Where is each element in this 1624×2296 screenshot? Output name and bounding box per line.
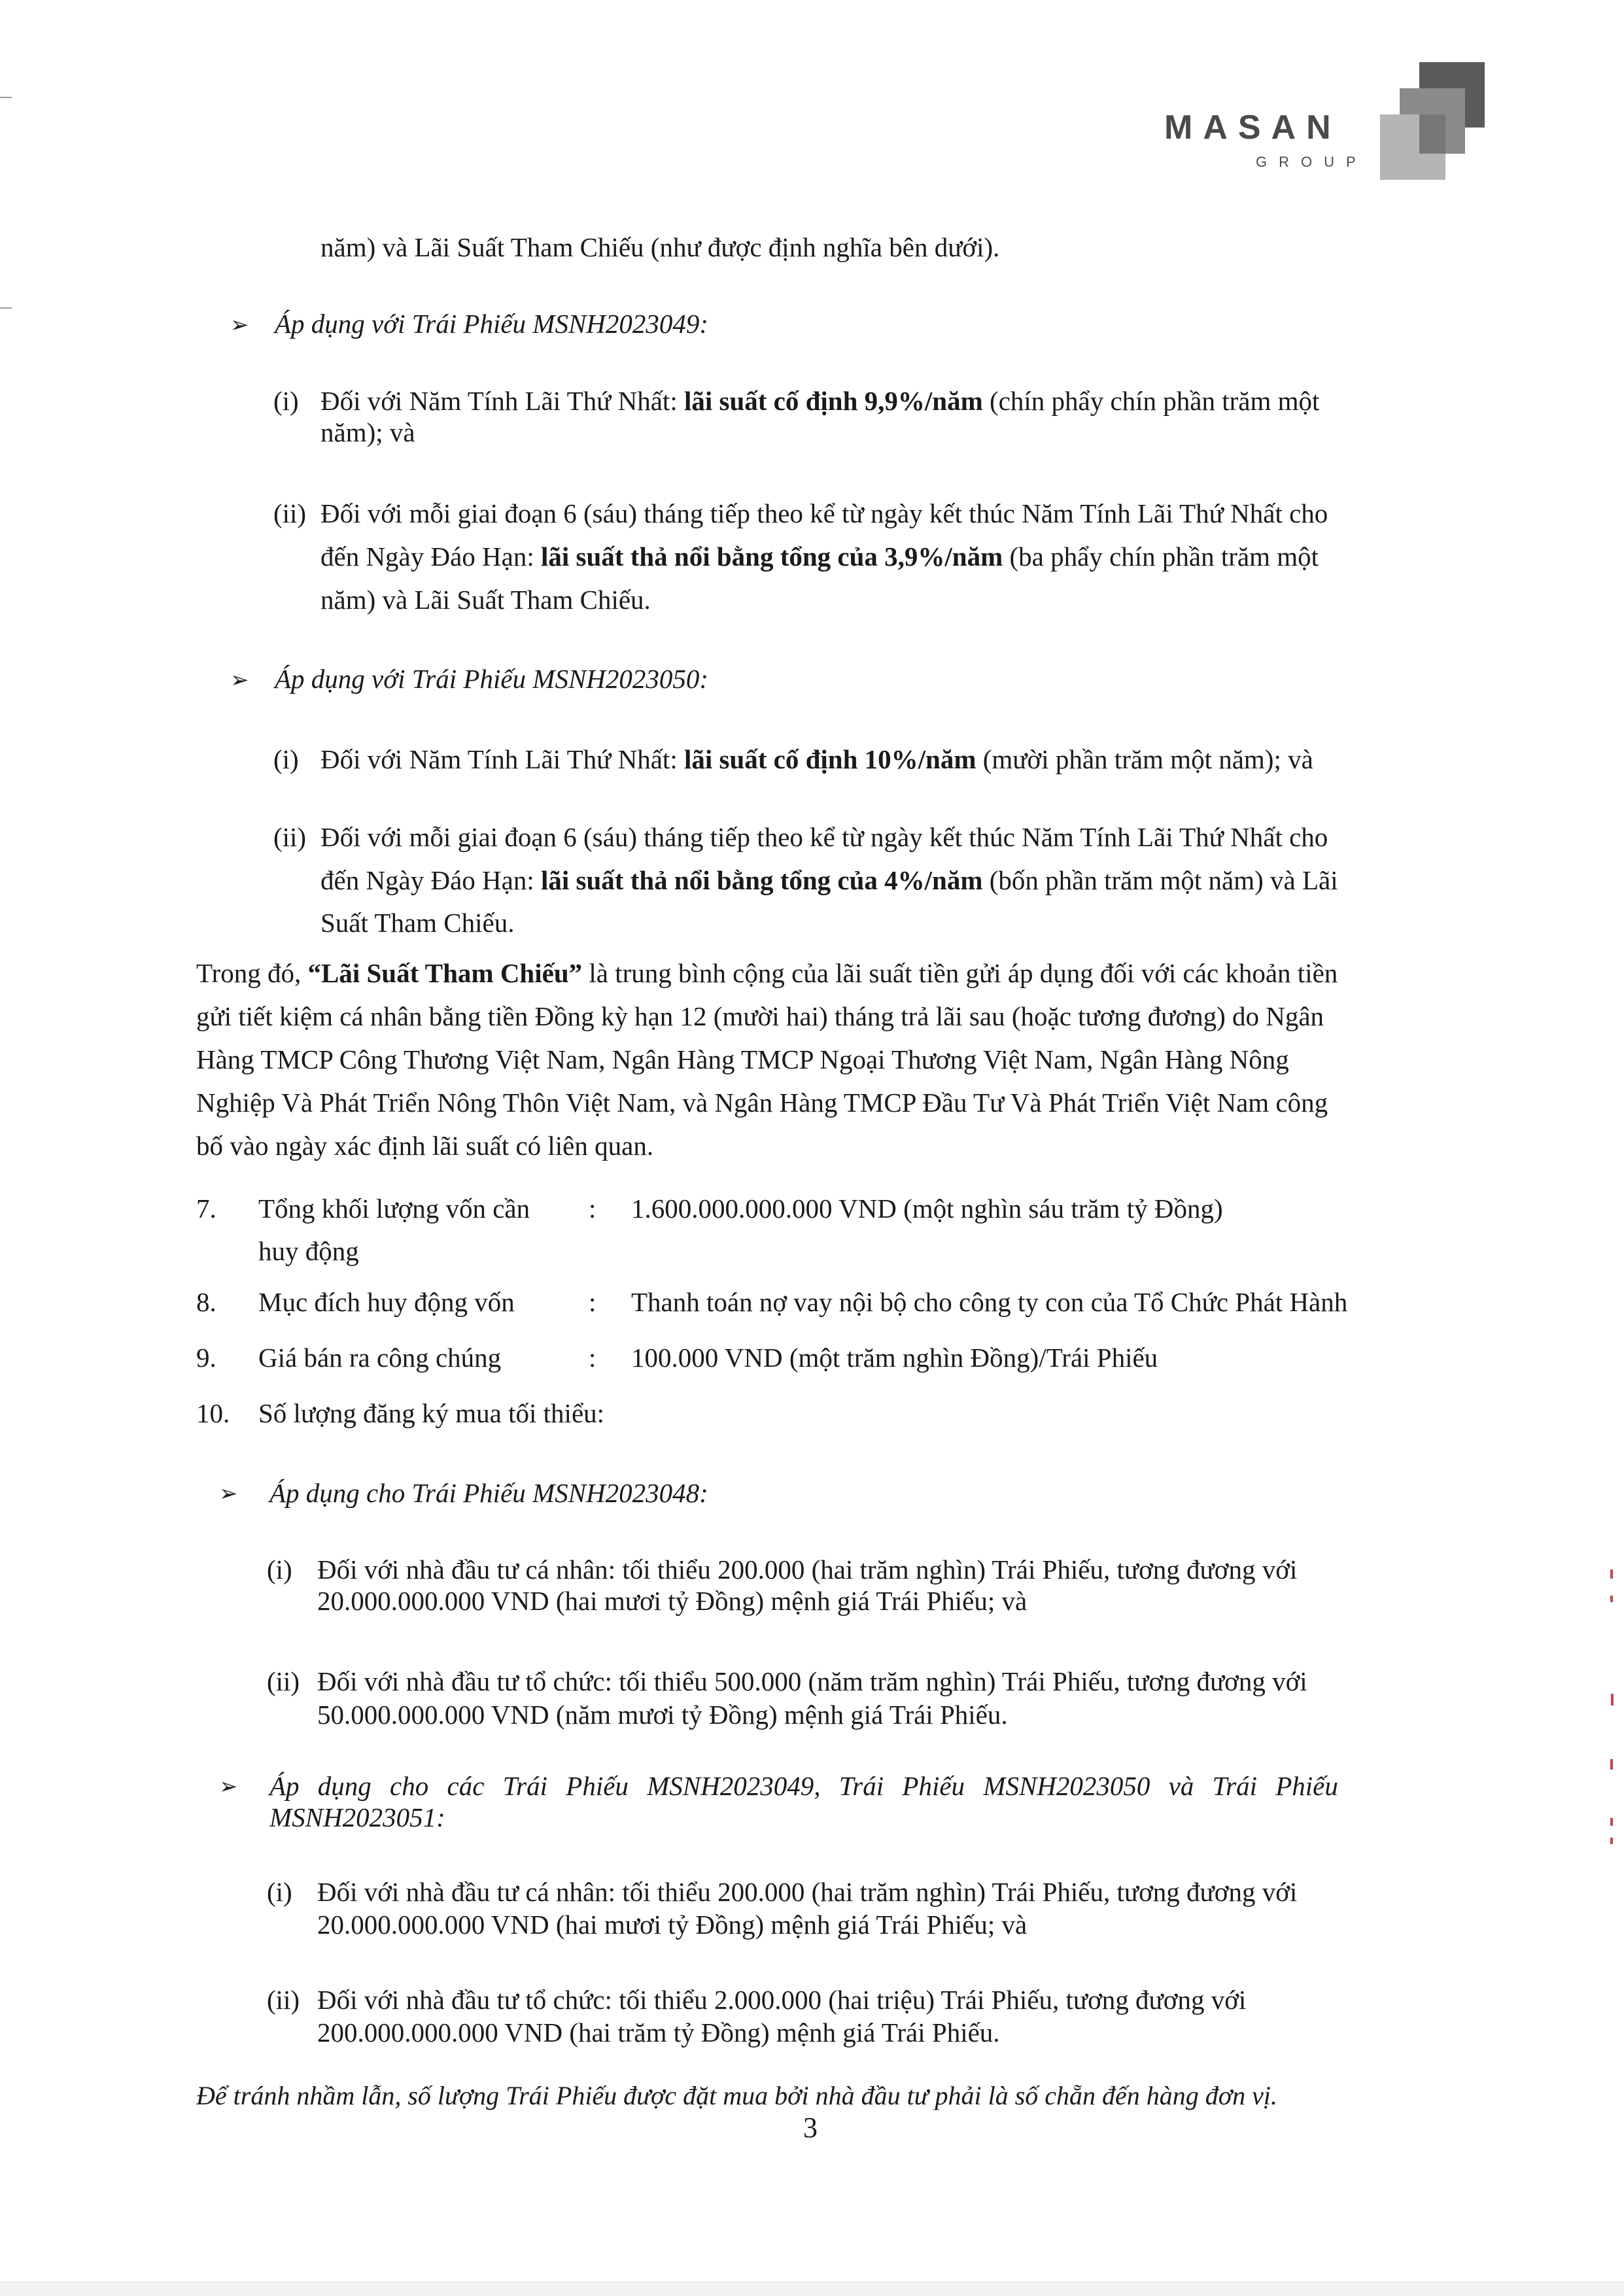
min-others-heading-line2: MSNH2023051: [269,1802,445,1832]
definition-line5: bố vào ngày xác định lãi suất có liên quan. [196,1131,654,1161]
bond-049-item1-num: (i) [273,386,299,416]
bond-050-item2-num: (ii) [273,822,307,852]
scan-speck [1610,1818,1613,1826]
bond-049-item2-line1: Đối với mỗi giai đoạn 6 (sáu) tháng tiếp theo kể từ ngày kết thúc Năm Tính Lãi Thứ Nhất cho [320,498,1328,528]
item-10-label: Số lượng đăng ký mua tối thiểu: [258,1398,605,1428]
min-048-item2-line1: Đối với nhà đầu tư tổ chức: tối thiểu 500.000 (năm trăm nghìn) Trái Phiếu, tương đương với [317,1666,1307,1696]
scan-speck [1610,1759,1613,1770]
scan-mark [0,97,12,98]
bond-050-item2-line2: đến Ngày Đáo Hạn: lãi suất thả nổi bằng tổng của 4%/năm (bốn phần trăm một năm) và Lãi [320,865,1338,895]
item-9-value: 100.000 VND (một trăm nghìn Đồng)/Trái Phiếu [631,1343,1158,1373]
bond-050-item1-line1: Đối với Năm Tính Lãi Thứ Nhất: lãi suất cố định 10%/năm (mười phần trăm một năm); và [320,744,1313,774]
bond-050-item2-line1: Đối với mỗi giai đoạn 6 (sáu) tháng tiếp theo kể từ ngày kết thúc Năm Tính Lãi Thứ Nhất cho [320,822,1328,852]
item-7-num: 7. [196,1193,216,1224]
definition-line1: Trong đó, “Lãi Suất Tham Chiếu” là trung bình cộng của lãi suất tiền gửi áp dụng đối với các khoản tiền [196,958,1338,988]
item-7-label2: huy động [258,1236,359,1266]
item-8-value: Thanh toán nợ vay nội bộ cho công ty con của Tổ Chức Phát Hành [631,1287,1348,1317]
bond-050-item2-line3: Suất Tham Chiếu. [320,908,515,938]
item-7-colon: : [589,1193,596,1224]
scan-mark [0,307,12,309]
min-others-item2-line2: 200.000.000.000 VND (hai trăm tỷ Đồng) mệnh giá Trái Phiếu. [317,2017,1000,2048]
bond-050-heading: Áp dụng với Trái Phiếu MSNH2023050: [275,664,709,694]
min-others-item2-num: (ii) [267,1985,300,2015]
item-9-num: 9. [196,1343,216,1373]
item-8-num: 8. [196,1287,216,1317]
arrow-bullet-icon: ➢ [230,313,249,337]
bond-049-heading: Áp dụng với Trái Phiếu MSNH2023049: [275,309,709,339]
note: Để tránh nhầm lẫn, số lượng Trái Phiếu được đặt mua bởi nhà đầu tư phải là số chẵn đến hàng đơn vị. [196,2081,1278,2110]
bond-049-item2-line3: năm) và Lãi Suất Tham Chiếu. [320,585,651,615]
arrow-bullet-icon: ➢ [230,668,249,693]
masan-logo [1164,62,1491,186]
intro-tail: năm) và Lãi Suất Tham Chiếu (như được định nghĩa bên dưới). [320,232,1000,262]
scan-speck [1610,1596,1613,1602]
min-048-item1-line1: Đối với nhà đầu tư cá nhân: tối thiểu 200.000 (hai trăm nghìn) Trái Phiếu, tương đương với [317,1554,1298,1585]
definition-line2: gửi tiết kiệm cá nhân bằng tiền Đồng kỳ hạn 12 (mười hai) tháng trả lãi sau (hoặc tương đương) do Ngân [196,1001,1324,1031]
scan-speck [1610,1838,1613,1844]
arrow-bullet-icon: ➢ [219,1482,238,1506]
min-048-item2-line2: 50.000.000.000 VND (năm mươi tỷ Đồng) mệnh giá Trái Phiếu. [317,1700,1008,1730]
definition-line3: Hàng TMCP Công Thương Việt Nam, Ngân Hàng TMCP Ngoại Thương Việt Nam, Ngân Hàng Nông [196,1044,1289,1074]
item-8-colon: : [589,1287,596,1317]
bond-050-item1-num: (i) [273,744,299,774]
bond-049-item1-line1: Đối với Năm Tính Lãi Thứ Nhất: lãi suất cố định 9,9%/năm (chín phẩy chín phần trăm một [320,386,1320,416]
min-others-item1-line2: 20.000.000.000 VND (hai mươi tỷ Đồng) mệnh giá Trái Phiếu; và [317,1910,1028,1940]
scan-speck [1611,1694,1614,1705]
min-others-item1-num: (i) [267,1877,292,1907]
logo-name: MASAN [1164,109,1341,146]
item-7-label: Tổng khối lượng vốn cần [258,1193,530,1224]
min-048-heading: Áp dụng cho Trái Phiếu MSNH2023048: [269,1478,708,1508]
arrow-bullet-icon: ➢ [219,1775,238,1799]
min-048-item1-line2: 20.000.000.000 VND (hai mươi tỷ Đồng) mệnh giá Trái Phiếu; và [317,1586,1028,1616]
page-number: 3 [803,2112,818,2144]
min-others-heading-line1: Áp dụng cho các Trái Phiếu MSNH2023049, Trái Phiếu MSNH2023050 và Trái Phiếu [269,1771,1338,1801]
logo-sub: GROUP [1256,154,1368,170]
logo-mark-icon [1380,62,1485,180]
item-8-label: Mục đích huy động vốn [258,1287,515,1317]
item-9-label: Giá bán ra công chúng [258,1343,502,1373]
min-048-item2-num: (ii) [267,1666,300,1696]
scan-bottom-strip [0,2281,1624,2296]
item-10-num: 10. [196,1398,230,1428]
item-7-value: 1.600.000.000.000 VND (một nghìn sáu trăm tỷ Đồng) [631,1193,1223,1224]
definition-line4: Nghiệp Và Phát Triển Nông Thôn Việt Nam, và Ngân Hàng TMCP Đầu Tư Và Phát Triển Việt Nam công [196,1088,1328,1118]
min-others-item2-line1: Đối với nhà đầu tư tổ chức: tối thiểu 2.000.000 (hai triệu) Trái Phiếu, tương đương với [317,1985,1247,2015]
bond-049-item2-line2: đến Ngày Đáo Hạn: lãi suất thả nổi bằng tổng của 3,9%/năm (ba phẩy chín phần trăm một [320,541,1319,572]
bond-049-item1-line2: năm); và [320,417,415,447]
scan-speck [1610,1569,1613,1579]
min-others-item1-line1: Đối với nhà đầu tư cá nhân: tối thiểu 200.000 (hai trăm nghìn) Trái Phiếu, tương đương với [317,1877,1298,1907]
bond-049-item2-num: (ii) [273,498,307,528]
min-048-item1-num: (i) [267,1554,292,1585]
item-9-colon: : [589,1343,596,1373]
